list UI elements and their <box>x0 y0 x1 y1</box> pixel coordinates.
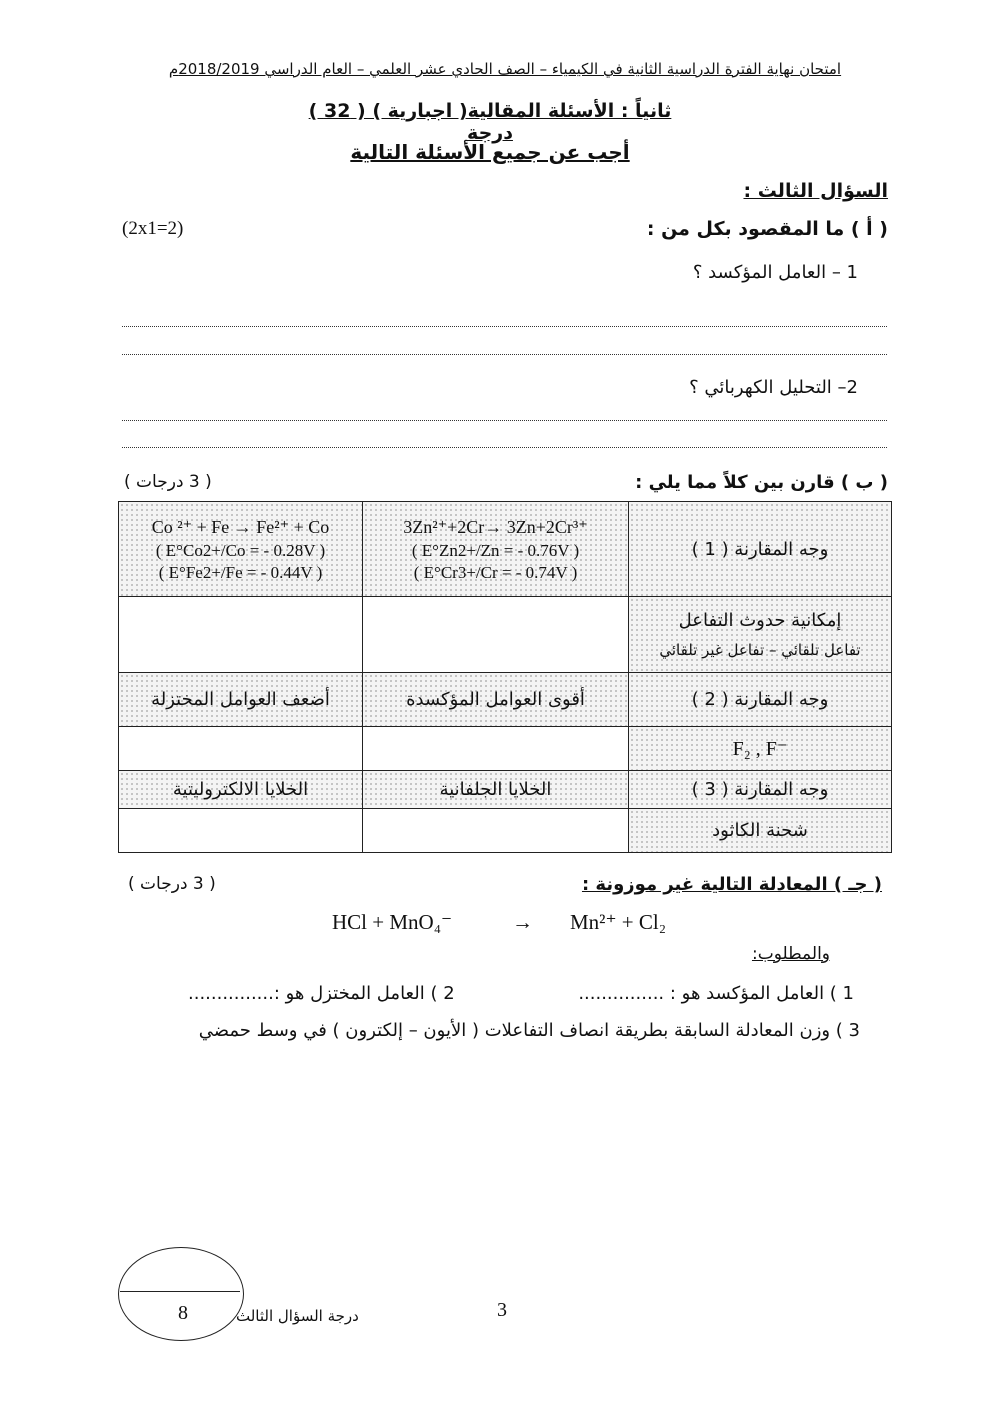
part-a-item-1: 1 – العامل المؤكسد ؟ <box>692 262 858 283</box>
answer-line[interactable] <box>122 326 887 327</box>
part-a-item-2: 2– التحليل الكهربائي ؟ <box>689 377 858 398</box>
equation-co-fe: Co ²⁺ + Fe → Fe²⁺ + Co <box>151 517 330 537</box>
equation-right: Mn²⁺ + Cl₂ <box>570 910 667 934</box>
answer-cell[interactable] <box>363 597 629 673</box>
part-a-label: ( أ ) ما المقصود بكل من : <box>646 218 888 240</box>
part-c-marks: ( 3 درجات ) <box>128 874 216 894</box>
row-label-5: وجه المقارنة ( 3 ) <box>629 771 892 809</box>
row-label-3: وجه المقارنة ( 2 ) <box>629 673 892 727</box>
section-title: ثانياً : الأسئلة المقالية( اجبارية ) ( 32 ) درجة <box>308 100 672 144</box>
comparison-table <box>118 501 892 853</box>
row-label-6: شحنة الكاثود <box>629 809 892 853</box>
galvanic-cells: الخلايا الجلفانية <box>363 771 629 809</box>
required-label: والمطلوب: <box>751 944 830 964</box>
part-c-item-3: 3 ) وزن المعادلة السابقة بطريقة انصاف التفاعلات ( الأيون – إلكترون ) في وسط حمضي <box>198 1020 860 1041</box>
cell-r1-c1 <box>363 502 629 597</box>
weakest-reducing-agents: أضعف العوامل المختزلة <box>119 673 363 727</box>
part-a-marks: (2x1=2) <box>122 218 184 239</box>
part-c-item-2: 2 ) العامل المختزل هو :............... <box>188 983 455 1004</box>
part-c-label: ( جـ ) المعادلة التالية غير موزونة : <box>581 874 882 895</box>
equation-arrow: → <box>512 910 533 934</box>
reaction-possibility-label: إمكانية حدوث التفاعل <box>678 610 842 631</box>
answer-line[interactable] <box>122 420 887 421</box>
row-label-4: F₂ , F⁻ <box>629 727 892 771</box>
part-c-item-1: 1 ) العامل المؤكسد هو : ............... <box>578 983 854 1004</box>
exam-title: امتحان نهاية الفترة الدراسية الثانية في الكيمياء – الصف الحادي عشر العلمي – العام الدراسي 2018/2019م <box>168 60 842 78</box>
score-value: 8 <box>178 1302 188 1324</box>
electrolytic-cells: الخلايا الالكتروليتية <box>119 771 363 809</box>
row-label-1: وجه المقارنة ( 1 ) <box>629 502 892 597</box>
potential-cr: ( E°Cr3+/Cr = - 0.74V ) <box>413 563 578 582</box>
answer-cell[interactable] <box>119 809 363 853</box>
reaction-possibility-hint: تفاعل تلقائي – تفاعل غير تلقائي <box>659 641 861 659</box>
equation-zn-cr: 3Zn²⁺+2Cr→ 3Zn+2Cr³⁺ <box>403 517 588 537</box>
answer-cell[interactable] <box>119 727 363 771</box>
page-number: 3 <box>497 1299 507 1321</box>
equation-left: HCl + MnO₄⁻ <box>332 910 453 934</box>
answer-line[interactable] <box>122 447 887 448</box>
row-label-2 <box>629 597 892 673</box>
answer-cell[interactable] <box>363 727 629 771</box>
answer-line[interactable] <box>122 354 887 355</box>
potential-zn: ( E°Zn2+/Zn = - 0.76V ) <box>411 541 580 560</box>
instruction-title: أجب عن جميع الأسئلة التالية <box>350 140 630 164</box>
strongest-oxidizing-agents: أقوى العوامل المؤكسدة <box>363 673 629 727</box>
cell-r1-c2 <box>119 502 363 597</box>
score-label: درجة السؤال الثالث <box>236 1307 359 1325</box>
answer-cell[interactable] <box>363 809 629 853</box>
potential-co: ( E°Co2+/Co = - 0.28V ) <box>155 541 326 560</box>
potential-fe: ( E°Fe2+/Fe = - 0.44V ) <box>158 563 323 582</box>
part-b-label: ( ب ) قارن بين كلاً مما يلي : <box>635 472 888 493</box>
question-title: السؤال الثالث : <box>743 180 888 202</box>
part-b-marks: ( 3 درجات ) <box>124 472 212 492</box>
score-ellipse <box>118 1247 244 1341</box>
score-ellipse-divider <box>120 1291 240 1292</box>
answer-cell[interactable] <box>119 597 363 673</box>
